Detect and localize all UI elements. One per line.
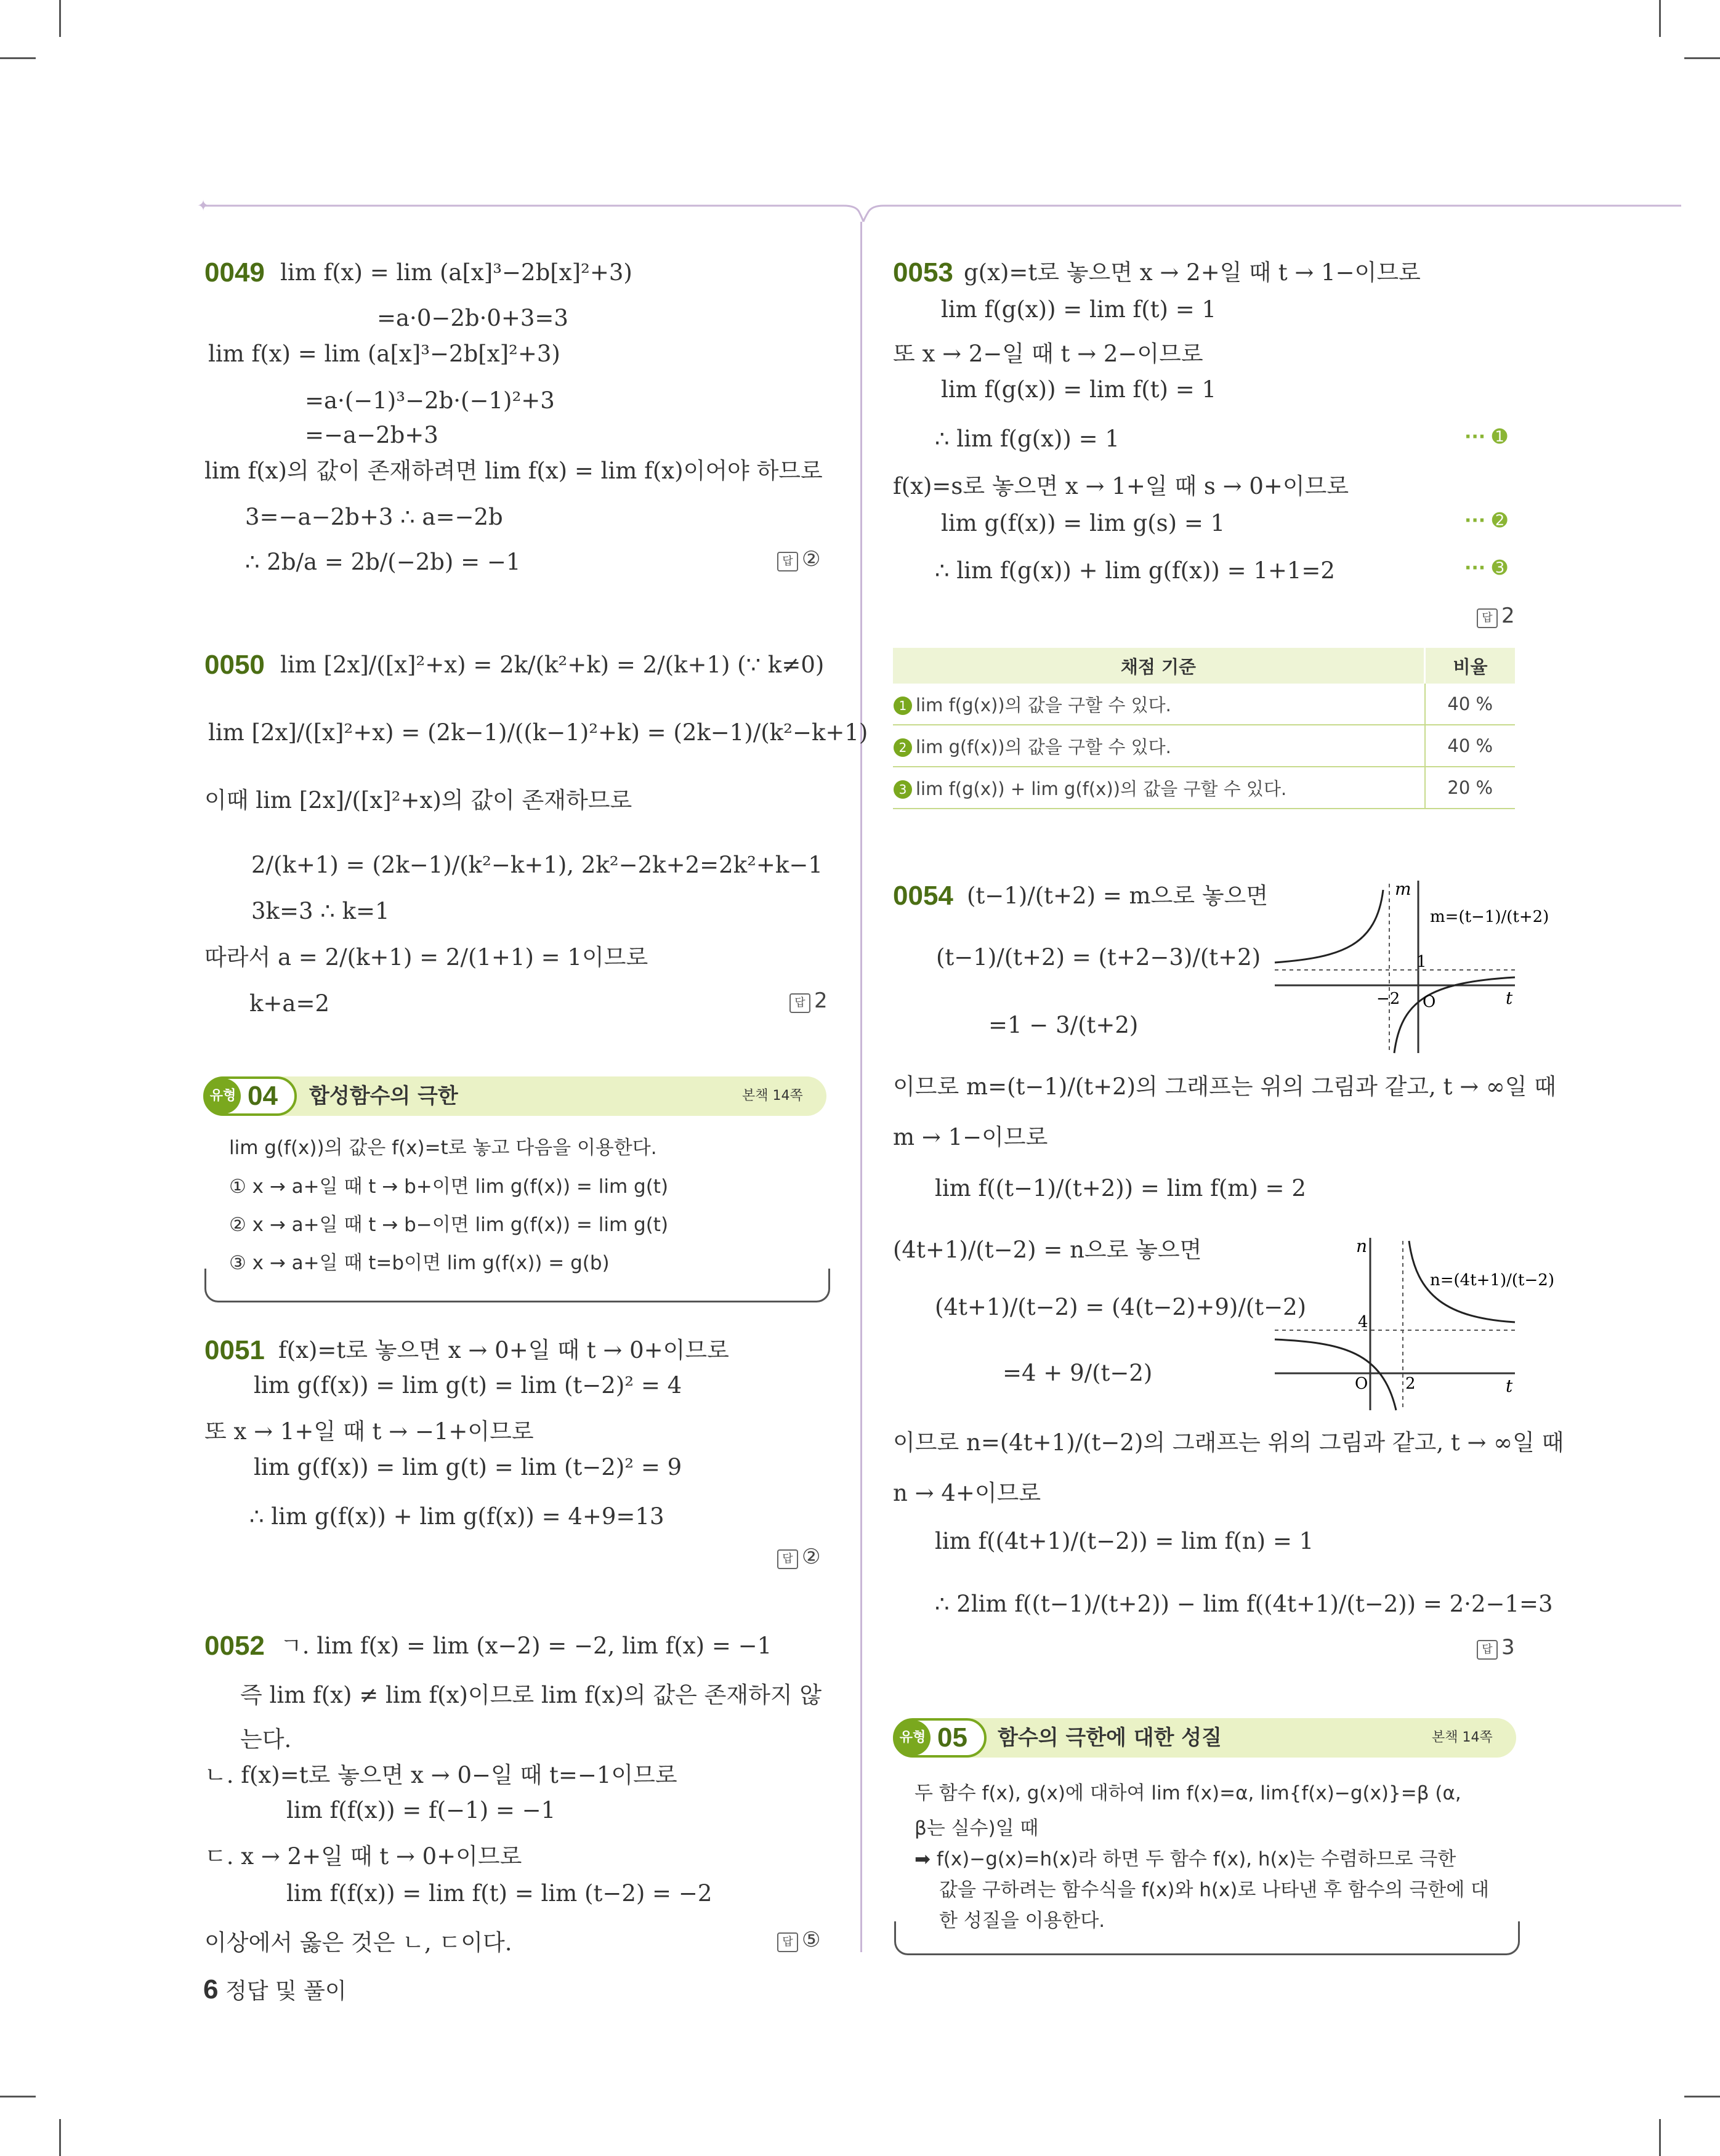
grading-table: [893, 648, 1515, 809]
solution-line: f(x)=t로 놓으면 x → 0+일 때 t → 0+이므로: [278, 1337, 729, 1363]
answer-mark: 답 ⑤: [777, 1928, 820, 1952]
solution-line: 3=−a−2b+3 ∴ a=−2b: [245, 504, 503, 530]
curve-label: m=(t−1)/(t+2): [1430, 908, 1549, 926]
solution-line: =1 − 3/(t+2): [988, 1012, 1139, 1038]
column-divider: [860, 222, 862, 1952]
tick-label: 1: [1416, 953, 1427, 971]
solution-line: m → 1−이므로: [893, 1124, 1048, 1150]
solution-line: ㄷ. x → 2+일 때 t → 0+이므로: [204, 1843, 522, 1870]
axis-label-t: t: [1506, 1376, 1513, 1396]
answer-mark: 답 2: [1477, 604, 1515, 628]
tip-line: 값을 구하려는 함수식을 f(x)와 h(x)로 나타낸 후 함수의 극한에 대: [939, 1879, 1490, 1901]
grading-criterion: lim g(f(x))의 값을 구할 수 있다.: [916, 736, 1171, 757]
answer-value: 2: [1501, 604, 1515, 628]
grading-header-ratio: 비율: [1425, 648, 1516, 684]
solution-line: ㄱ. lim f(x) = lim (x−2) = −2, lim f(x) = −1: [280, 1633, 772, 1659]
solution-line: lim g(f(x)) = lim g(s) = 1: [941, 510, 1225, 536]
tip-line: β는 실수)일 때: [915, 1817, 1039, 1839]
solution-line: lim g(f(x)) = lim g(t) = lim (t−2)² = 4: [254, 1372, 682, 1399]
solution-line: ㄴ. f(x)=t로 놓으면 x → 0−일 때 t=−1이므로: [204, 1762, 677, 1788]
crop-mark: [1684, 57, 1720, 59]
type-reference: 본책 14쪽: [742, 1088, 803, 1104]
answer-value: ②: [802, 1544, 821, 1569]
problem-number: 0051: [204, 1335, 265, 1365]
solution-line: lim f((4t+1)/(t−2)) = lim f(n) = 1: [935, 1528, 1314, 1554]
solution-line: n → 4+이므로: [893, 1480, 1041, 1506]
solution-line: (t−1)/(t+2) = (t+2−3)/(t+2): [936, 944, 1261, 971]
answer-mark: 답 ②: [777, 1544, 820, 1569]
solution-line: =−a−2b+3: [305, 422, 438, 448]
answer-mark: 답 ②: [777, 547, 820, 571]
solution-line: 이므로 n=(4t+1)/(t−2)의 그래프는 위의 그림과 같고, t → ∞일 때: [893, 1429, 1564, 1456]
problem-number: 0050: [204, 650, 265, 680]
solution-line: lim f(x)의 값이 존재하려면 lim f(x) = lim f(x)이어야 하므로: [204, 458, 823, 484]
step-marker: ··· ➌: [1464, 557, 1508, 579]
curve-left: [1275, 890, 1383, 963]
answer-mark: 답 3: [1477, 1635, 1515, 1660]
type-bracket: [894, 1921, 1520, 1955]
solution-line: ∴ lim f(g(x)) + lim g(f(x)) = 1+1=2: [935, 557, 1335, 584]
tick-label: 2: [1405, 1375, 1416, 1393]
solution-line: (4t+1)/(t−2) = n으로 놓으면: [893, 1237, 1202, 1263]
solution-line: lim [2x]/([x]²+x) = 2k/(k²+k) = 2/(k+1) (∵ k≠0): [280, 652, 825, 678]
answer-mark: 답 2: [789, 988, 828, 1013]
solution-line: =a·(−1)³−2b·(−1)²+3: [305, 387, 555, 414]
grading-header: [893, 648, 1515, 684]
tick-label: −2: [1376, 990, 1400, 1008]
type-badge-label: 유형: [895, 1720, 931, 1756]
solution-line: 이때 lim [2x]/([x]²+x)의 값이 존재하므로: [204, 787, 632, 814]
solution-line: 는다.: [240, 1726, 292, 1753]
solution-line: f(x)=s로 놓으면 x → 1+일 때 s → 0+이므로: [893, 473, 1349, 499]
problem-number: 0054: [893, 881, 953, 911]
grading-ratio: 40 %: [1425, 725, 1516, 767]
grading-ratio: 40 %: [1425, 684, 1516, 725]
step-marker: ··· ➋: [1464, 510, 1508, 531]
crop-mark: [0, 2096, 36, 2097]
crop-mark: [59, 2119, 61, 2156]
curve-right: [1394, 977, 1515, 1053]
type-title: 함수의 극한에 대한 성질: [998, 1726, 1222, 1750]
solution-line: 이므로 m=(t−1)/(t+2)의 그래프는 위의 그림과 같고, t → ∞일 때: [893, 1073, 1557, 1100]
solution-line: g(x)=t로 놓으면 x → 2+일 때 t → 1−이므로: [964, 259, 1421, 286]
step-badge: 3: [894, 780, 912, 799]
solution-line: ∴ 2b/a = 2b/(−2b) = −1: [245, 549, 521, 575]
solution-line: =4 + 9/(t−2): [1003, 1360, 1153, 1386]
answer-value: ②: [802, 547, 821, 571]
problem-number: 0052: [204, 1631, 265, 1661]
solution-line: ∴ lim f(g(x)) = 1: [935, 426, 1120, 452]
crop-mark: [1659, 0, 1661, 37]
tip-line: ③ x → a+일 때 t=b이면 lim g(f(x)) = g(b): [229, 1252, 610, 1274]
solution-line: 이상에서 옳은 것은 ㄴ, ㄷ이다.: [204, 1929, 512, 1956]
type-reference: 본책 14쪽: [1432, 1730, 1493, 1745]
graph-m: [1269, 878, 1549, 1056]
solution-line: 따라서 a = 2/(k+1) = 2/(1+1) = 1이므로: [204, 944, 648, 971]
grading-row: [893, 767, 1515, 809]
type-title: 합성함수의 극한: [309, 1084, 458, 1108]
answer-value: 3: [1501, 1635, 1515, 1660]
solution-line: lim f(f(x)) = f(−1) = −1: [286, 1797, 556, 1823]
page-number: 6: [203, 1974, 219, 2005]
curve-left: [1275, 1339, 1396, 1410]
type-number: 05: [937, 1722, 967, 1753]
grading-row: [893, 684, 1515, 725]
solution-line: lim g(f(x)) = lim g(t) = lim (t−2)² = 9: [254, 1454, 682, 1480]
curve-label: n=(4t+1)/(t−2): [1430, 1271, 1554, 1290]
page-footer: [203, 1974, 347, 2005]
answer-value: 2: [814, 988, 828, 1013]
solution-line: lim f(g(x)) = lim f(t) = 1: [941, 296, 1217, 323]
solution-line: 3k=3 ∴ k=1: [251, 898, 390, 924]
solution-line: =a·0−2b·0+3=3: [377, 305, 568, 331]
crop-mark: [1659, 2119, 1661, 2156]
header-divider: [197, 197, 1687, 222]
answer-value: ⑤: [802, 1928, 821, 1952]
step-marker: ··· ➊: [1464, 426, 1508, 448]
solution-line: lim f(g(x)) = lim f(t) = 1: [941, 376, 1217, 403]
axis-label-n: n: [1356, 1236, 1368, 1256]
crop-mark: [59, 0, 61, 37]
solution-line: 또 x → 1+일 때 t → −1+이므로: [204, 1418, 534, 1445]
type-bracket: [204, 1269, 830, 1302]
solution-line: (4t+1)/(t−2) = (4(t−2)+9)/(t−2): [935, 1294, 1307, 1320]
tip-line: ② x → a+일 때 t → b−이면 lim g(f(x)) = lim g(t): [229, 1214, 669, 1236]
solution-line: 즉 lim f(x) ≠ lim f(x)이므로 lim f(x)의 값은 존재하지 않: [240, 1682, 822, 1708]
tip-line: 한 성질을 이용한다.: [939, 1910, 1105, 1932]
tick-label: 4: [1358, 1313, 1368, 1331]
solution-line: lim f(x) = lim (a[x]³−2b[x]²+3): [280, 259, 632, 286]
solution-line: k+a=2: [249, 990, 330, 1017]
grading-criterion: lim f(g(x)) + lim g(f(x))의 값을 구할 수 있다.: [916, 778, 1287, 799]
origin-label: O: [1423, 993, 1436, 1011]
solution-line: lim f(f(x)) = lim f(t) = lim (t−2) = −2: [286, 1880, 713, 1907]
solution-line: lim [2x]/([x]²+x) = (2k−1)/((k−1)²+k) = (2k−1)/(k²−k+1): [208, 719, 868, 746]
solution-line: lim f((t−1)/(t+2)) = lim f(m) = 2: [935, 1175, 1306, 1201]
solution-line: 또 x → 2−일 때 t → 2−이므로: [893, 341, 1203, 367]
crop-mark: [1684, 2096, 1720, 2097]
type-number: 04: [248, 1081, 278, 1111]
solution-line: lim f(x) = lim (a[x]³−2b[x]²+3): [208, 341, 560, 367]
svg-text:✦: ✦: [197, 197, 210, 214]
grading-criterion: lim f(g(x))의 값을 구할 수 있다.: [916, 694, 1171, 716]
grading-row: [893, 725, 1515, 767]
step-badge: 1: [894, 696, 912, 715]
solution-line: ∴ lim g(f(x)) + lim g(f(x)) = 4+9=13: [249, 1503, 664, 1530]
solution-line: (t−1)/(t+2) = m으로 놓으면: [967, 882, 1269, 909]
footer-label: 정답 및 풀이: [225, 1979, 347, 2004]
grading-header-criteria: 채점 기준: [893, 648, 1425, 684]
type-badge-label: 유형: [205, 1078, 241, 1114]
grading-ratio: 20 %: [1425, 767, 1516, 809]
axis-label-m: m: [1395, 879, 1411, 899]
tip-line: 두 함수 f(x), g(x)에 대하여 lim f(x)=α, lim{f(x)−g(x)}=β (α,: [915, 1782, 1461, 1804]
tip-line: lim g(f(x))의 값은 f(x)=t로 놓고 다음을 이용한다.: [229, 1137, 657, 1159]
tip-line: ➡ f(x)−g(x)=h(x)라 하면 두 함수 f(x), h(x)는 수렴하므로 극한: [915, 1848, 1456, 1870]
solution-line: ∴ 2lim f((t−1)/(t+2)) − lim f((4t+1)/(t−2)) = 2·2−1=3: [935, 1591, 1553, 1617]
problem-number: 0053: [893, 257, 953, 288]
solution-line: 2/(k+1) = (2k−1)/(k²−k+1), 2k²−2k+2=2k²+k−1: [251, 852, 823, 878]
axis-label-t: t: [1506, 988, 1513, 1008]
problem-number: 0049: [204, 257, 265, 288]
step-badge: 2: [894, 738, 912, 757]
crop-mark: [0, 57, 36, 59]
tip-line: ① x → a+일 때 t → b+이면 lim g(f(x)) = lim g(t): [229, 1176, 669, 1198]
graph-n: [1269, 1235, 1554, 1413]
origin-label: O: [1355, 1375, 1368, 1393]
